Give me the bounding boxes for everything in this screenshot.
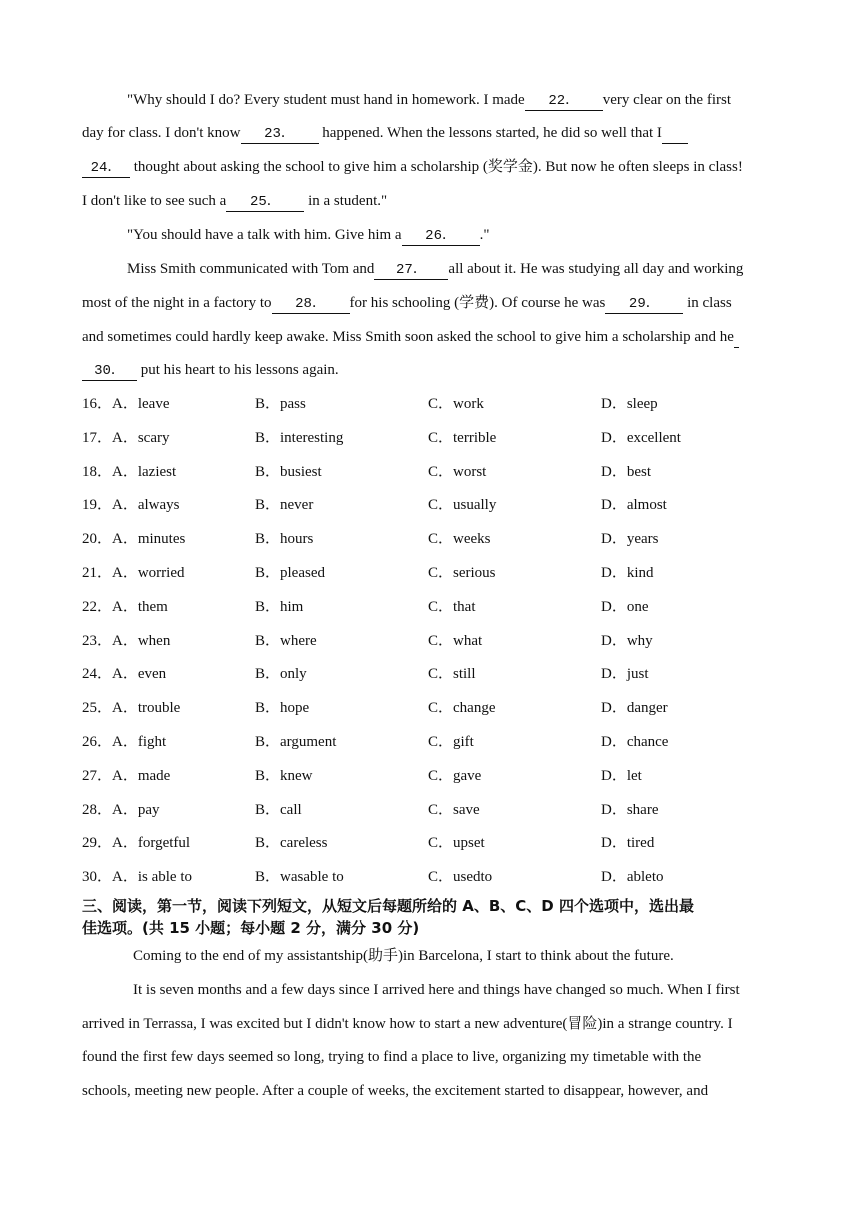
question-number: 22． [82, 599, 113, 615]
option-d [601, 698, 668, 718]
question-row [82, 800, 782, 820]
option-b [255, 529, 313, 549]
question-number: 28． [82, 802, 113, 818]
option-c [428, 631, 482, 651]
passage-text: "You should have a talk with him. Give him a [127, 227, 402, 243]
option-text: A．them [112, 599, 168, 615]
option-text: C．gave [428, 768, 482, 784]
option-d [601, 495, 667, 515]
option-text: C．work [428, 396, 484, 412]
question-number: 26． [82, 734, 113, 750]
blank-24: 24． [82, 159, 130, 178]
question-row [82, 563, 782, 583]
option-text: B．call [255, 802, 302, 818]
option-d [601, 394, 658, 414]
question-row [82, 597, 782, 617]
option-b [255, 495, 313, 515]
question-row [82, 664, 782, 684]
question-number: 24． [82, 666, 113, 682]
option-d [601, 867, 663, 887]
option-text: D．why [601, 633, 653, 649]
blank-23: 23． [241, 125, 319, 144]
option-d [601, 597, 649, 617]
option-text: B．interesting [255, 430, 344, 446]
option-c [428, 766, 481, 786]
option-text: B．wasable to [255, 869, 344, 885]
question-row [82, 732, 782, 752]
passage-text: most of the night in a factory to [82, 295, 272, 311]
option-c [428, 664, 476, 684]
option-text: A．pay [112, 802, 160, 818]
option-d [601, 631, 653, 651]
option-text: C．upset [428, 835, 485, 851]
passage-line [127, 225, 489, 246]
option-a [82, 462, 176, 482]
option-b [255, 664, 307, 684]
passage-line [82, 191, 387, 212]
option-text: C．usually [428, 497, 497, 513]
option-a [82, 563, 185, 583]
option-text: A．always [112, 497, 180, 513]
passage-line [127, 90, 731, 111]
option-text: D．excellent [601, 430, 681, 446]
option-b [255, 631, 317, 651]
option-text: A．worried [112, 565, 185, 581]
question-number: 27． [82, 768, 113, 784]
option-text: D．let [601, 768, 642, 784]
option-text: C．gift [428, 734, 474, 750]
option-text: D．just [601, 666, 649, 682]
option-text: B．busiest [255, 464, 322, 480]
passage-text: ." [479, 227, 490, 243]
reading-line: Coming to the end of my assistantship(助手)in Barcelona, I start to think about the future. [133, 948, 674, 964]
question-row [82, 867, 782, 887]
passage-text: in class [683, 295, 732, 311]
option-a [82, 766, 170, 786]
option-a [82, 529, 185, 549]
blank-26: 26． [402, 227, 480, 246]
section-heading: 三、阅读，第一节，阅读下列短文，从短文后每题所给的 A、B、C、D 四个选项中，选出最 [82, 897, 694, 915]
option-text: D．almost [601, 497, 667, 513]
option-text: D．chance [601, 734, 669, 750]
blank-25: 25． [226, 193, 304, 212]
option-text: A．leave [112, 396, 170, 412]
option-a [82, 800, 160, 820]
question-number: 29． [82, 835, 113, 851]
option-text: C．worst [428, 464, 487, 480]
option-text: A．when [112, 633, 171, 649]
option-text: B．only [255, 666, 307, 682]
option-text: D．best [601, 464, 651, 480]
question-row [82, 394, 782, 414]
option-b [255, 732, 336, 752]
blank-29: 29． [605, 295, 683, 314]
blank-30-start [734, 329, 739, 348]
blank-24-start [662, 125, 688, 144]
reading-line: found the first few days seemed so long, trying to find a place to live, organizing my timetable with the [82, 1049, 702, 1065]
question-number: 21． [82, 565, 113, 581]
question-row [82, 462, 782, 482]
option-b [255, 766, 313, 786]
passage-text: very clear on the first [602, 92, 731, 108]
option-d [601, 664, 649, 684]
option-a [82, 833, 190, 853]
passage-text: Miss Smith communicated with Tom and [127, 261, 375, 277]
option-text: B．pass [255, 396, 306, 412]
option-c [428, 529, 491, 549]
option-text: C．serious [428, 565, 496, 581]
option-c [428, 800, 480, 820]
option-d [601, 428, 681, 448]
option-text: A．minutes [112, 531, 186, 547]
option-text: B．hope [255, 700, 310, 716]
option-text: B．pleased [255, 565, 325, 581]
reading-line: schools, meeting new people. After a couple of weeks, the excitement started to disappear, however, and [82, 1083, 709, 1099]
passage-text: happened. When the lessons started, he did so well that I [318, 125, 662, 141]
option-c [428, 732, 474, 752]
section-heading: 佳选项。(共 15 小题；每小题 2 分，满分 30 分) [82, 919, 420, 937]
option-a [82, 631, 170, 651]
option-text: C．usedto [428, 869, 493, 885]
option-b [255, 462, 322, 482]
option-d [601, 462, 651, 482]
blank-28: 28． [272, 295, 350, 314]
option-text: C．still [428, 666, 476, 682]
passage-text: day for class. I don't know [82, 125, 241, 141]
option-b [255, 394, 306, 414]
option-c [428, 563, 496, 583]
question-number: 17． [82, 430, 113, 446]
option-a [82, 698, 180, 718]
option-d [601, 563, 654, 583]
option-b [255, 800, 302, 820]
passage-line [82, 293, 732, 314]
option-text: B．never [255, 497, 314, 513]
option-text: A．is able to [112, 869, 193, 885]
option-text: D．one [601, 599, 649, 615]
option-b [255, 867, 344, 887]
option-text: B．where [255, 633, 317, 649]
option-text: D．ableto [601, 869, 664, 885]
option-a [82, 428, 170, 448]
option-b [255, 428, 343, 448]
option-c [428, 495, 496, 515]
option-text: D．tired [601, 835, 655, 851]
question-number: 25． [82, 700, 113, 716]
option-text: D．sleep [601, 396, 658, 412]
question-row [82, 495, 782, 515]
passage-text: thought about asking the school to give him a scholarship (奖学金). But now he often sleeps in class! [130, 159, 743, 175]
reading-line: arrived in Terrassa, I was excited but I didn't know how to start a new adventure(冒险)in a strange country. I [82, 1016, 733, 1032]
reading-line: It is seven months and a few days since I arrived here and things have changed so much. When I first [133, 982, 740, 998]
passage-text: and sometimes could hardly keep awake. Miss Smith soon asked the school to give him a scholarship and he [82, 329, 734, 345]
option-a [82, 867, 192, 887]
question-row [82, 698, 782, 718]
question-row [82, 428, 782, 448]
option-c [428, 462, 486, 482]
option-d [601, 766, 642, 786]
question-number: 23． [82, 633, 113, 649]
option-text: C．weeks [428, 531, 491, 547]
passage-text: all about it. He was studying all day and working [448, 261, 744, 277]
question-number: 20． [82, 531, 113, 547]
option-d [601, 833, 654, 853]
option-text: D．danger [601, 700, 668, 716]
passage-line [82, 157, 743, 178]
option-a [82, 664, 166, 684]
question-number: 16． [82, 396, 113, 412]
option-text: B．him [255, 599, 304, 615]
blank-22: 22． [525, 92, 603, 111]
question-number: 18． [82, 464, 113, 480]
option-d [601, 529, 658, 549]
option-text: A．laziest [112, 464, 177, 480]
option-text: A．made [112, 768, 171, 784]
option-d [601, 800, 658, 820]
blank-30: 30． [82, 362, 137, 381]
option-b [255, 833, 327, 853]
option-a [82, 597, 168, 617]
passage-text: put his heart to his lessons again. [137, 362, 339, 378]
option-c [428, 597, 476, 617]
passage-text: in a student." [304, 193, 388, 209]
question-row [82, 529, 782, 549]
option-c [428, 394, 484, 414]
blank-27: 27． [374, 261, 448, 280]
option-text: A．scary [112, 430, 170, 446]
option-text: A．trouble [112, 700, 181, 716]
option-text: A．forgetful [112, 835, 191, 851]
passage-text: for his schooling (学费). Of course he was [349, 295, 606, 311]
option-text: C．change [428, 700, 496, 716]
option-text: A．fight [112, 734, 167, 750]
option-text: B．knew [255, 768, 313, 784]
option-text: C．that [428, 599, 476, 615]
option-text: D．years [601, 531, 659, 547]
option-text: B．hours [255, 531, 314, 547]
option-c [428, 833, 485, 853]
option-text: C．save [428, 802, 480, 818]
passage-line [82, 327, 739, 348]
option-b [255, 698, 309, 718]
option-text: C．what [428, 633, 483, 649]
passage-line [82, 360, 339, 381]
option-text: A．even [112, 666, 167, 682]
passage-text: I don't like to see such a [82, 193, 227, 209]
passage-line [82, 123, 688, 144]
option-a [82, 495, 180, 515]
option-text: D．share [601, 802, 659, 818]
option-c [428, 428, 496, 448]
option-b [255, 563, 325, 583]
passage-line [127, 259, 743, 280]
question-row [82, 833, 782, 853]
option-c [428, 698, 495, 718]
option-text: B．careless [255, 835, 328, 851]
question-row [82, 766, 782, 786]
option-d [601, 732, 668, 752]
option-a [82, 394, 170, 414]
question-number: 19． [82, 497, 113, 513]
question-number: 30． [82, 869, 113, 885]
option-text: B．argument [255, 734, 337, 750]
option-text: C．terrible [428, 430, 497, 446]
option-c [428, 867, 492, 887]
option-a [82, 732, 166, 752]
question-row [82, 631, 782, 651]
passage-text: "Why should I do? Every student must hand in homework. I made [127, 92, 525, 108]
option-text: D．kind [601, 565, 654, 581]
option-b [255, 597, 303, 617]
